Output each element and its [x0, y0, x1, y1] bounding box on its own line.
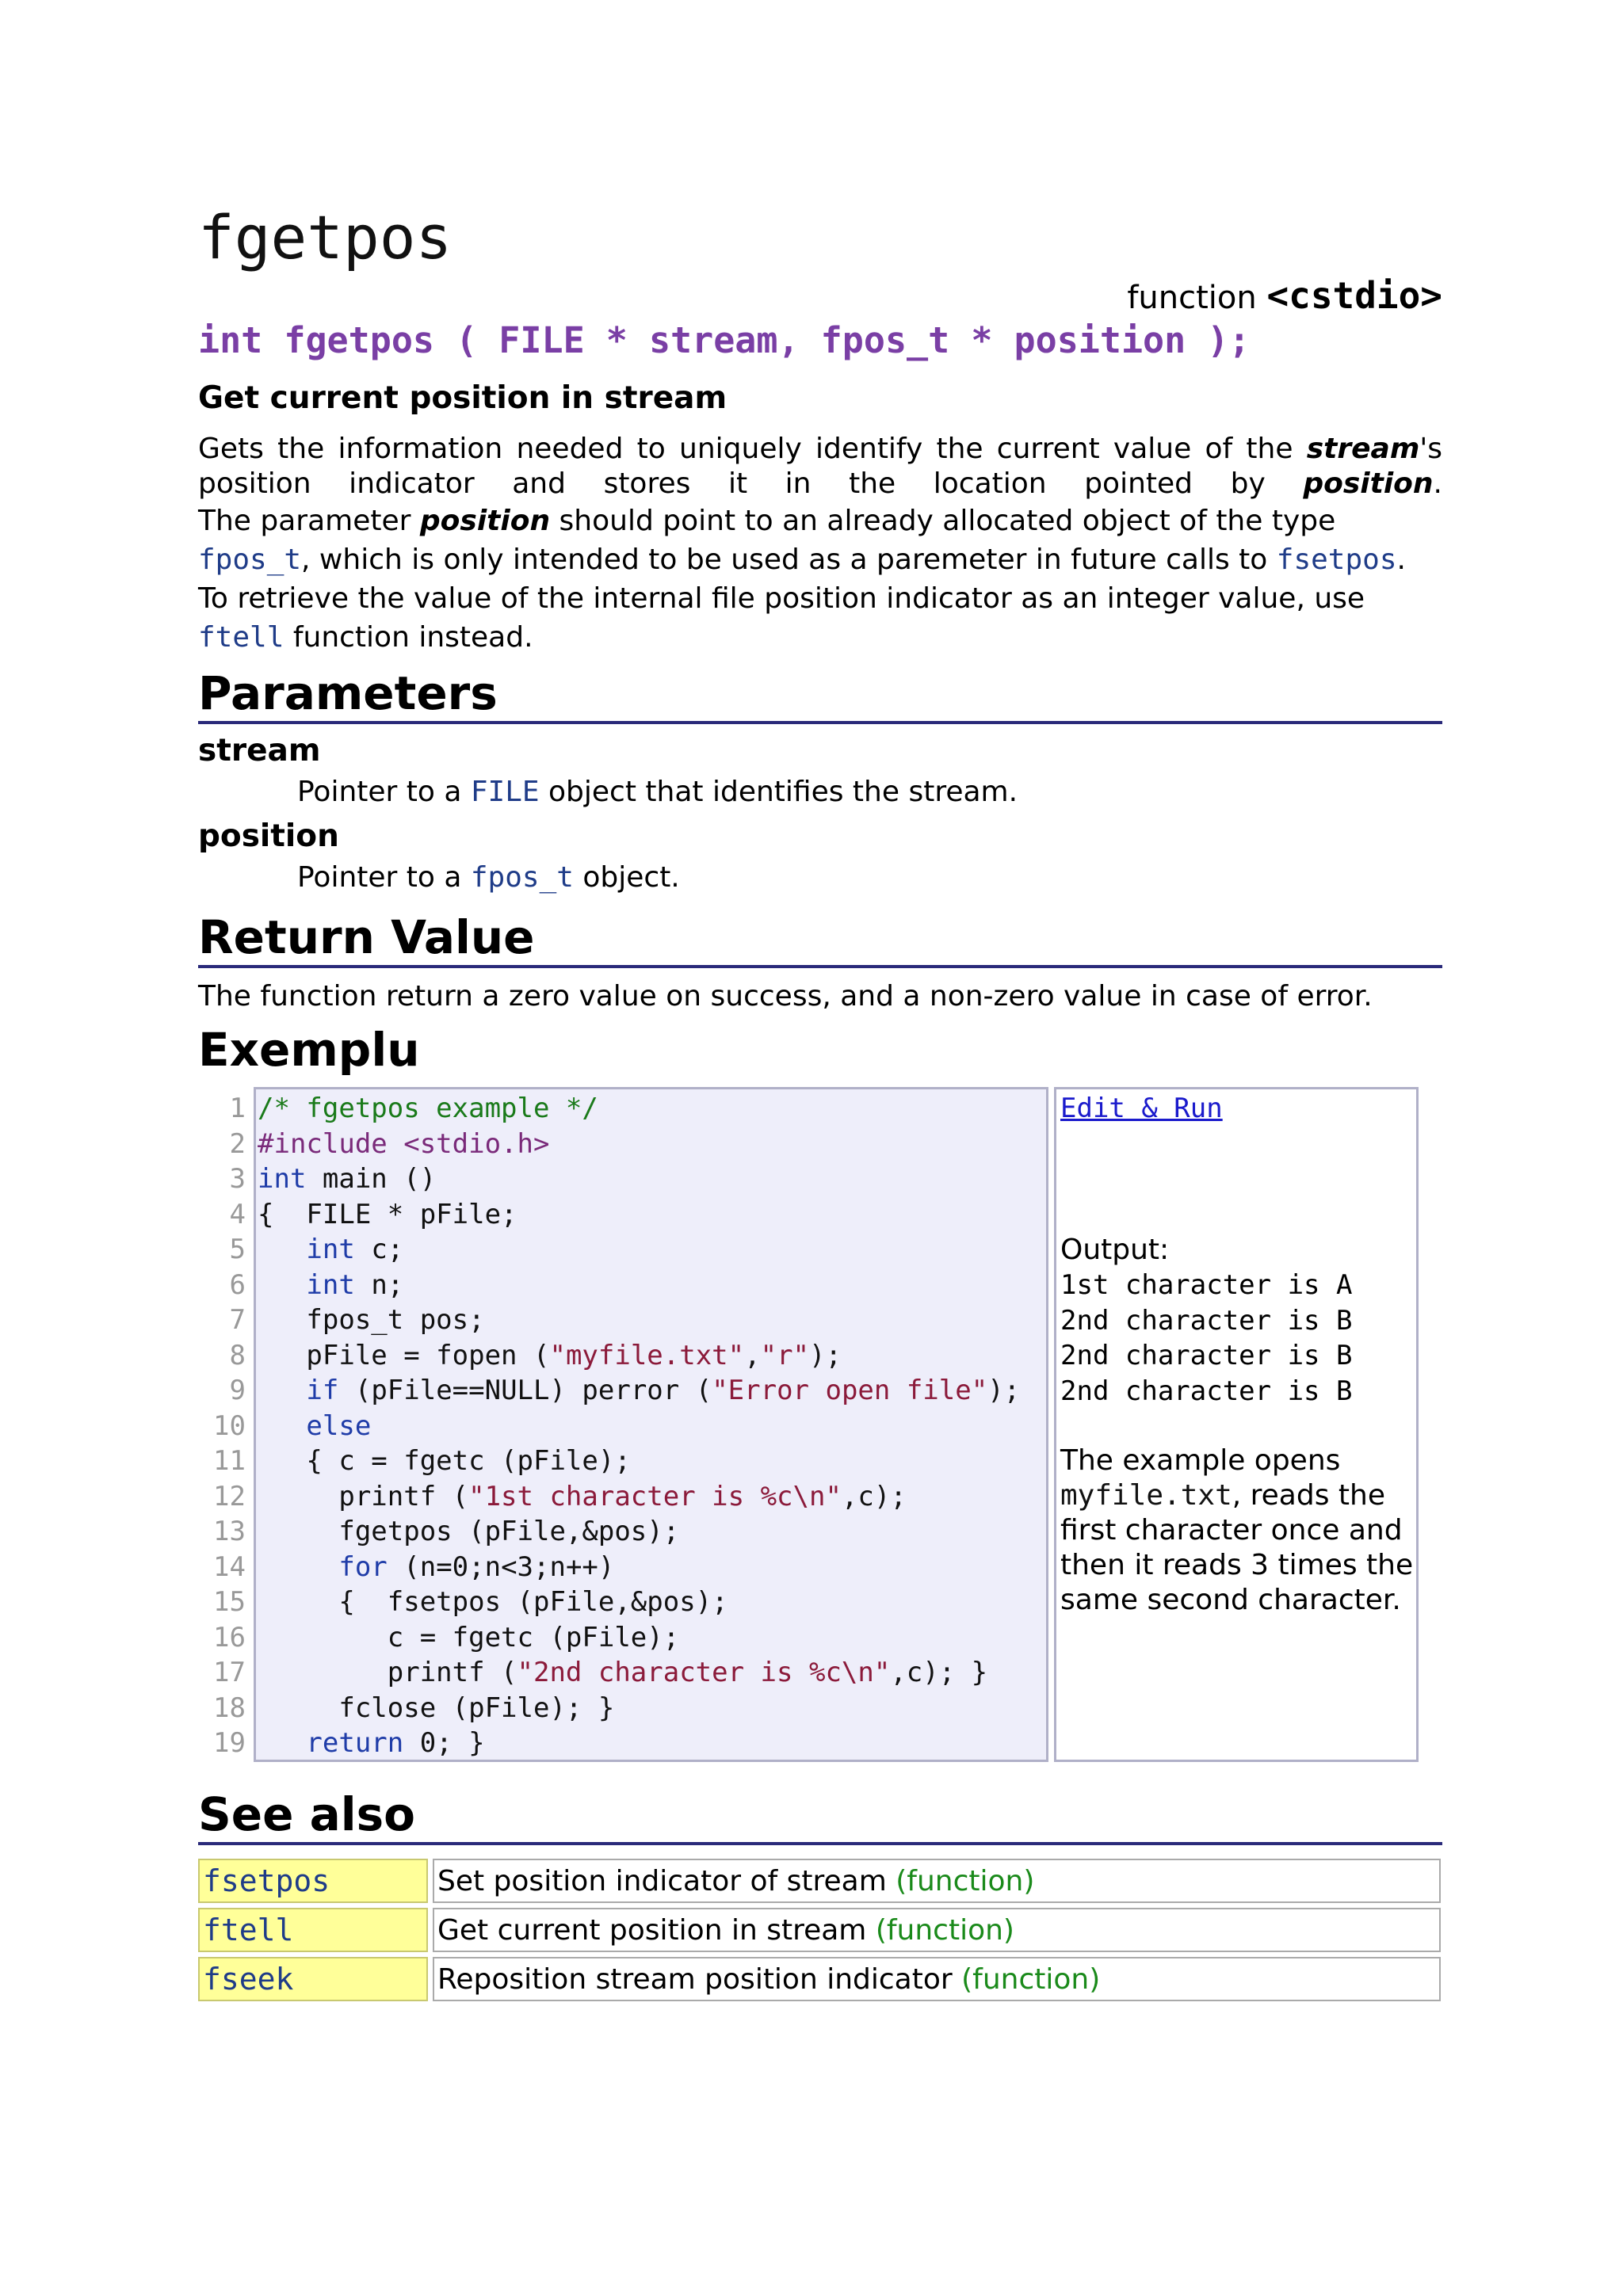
header-name: <cstdio>: [1266, 274, 1442, 317]
see-also-desc: Get current position in stream (function): [433, 1908, 1441, 1952]
code-line: else: [306, 1409, 372, 1442]
table-row: [198, 1908, 1441, 1952]
page-title: fgetpos: [198, 202, 453, 273]
code-line: fclose (pFile); }: [258, 1691, 615, 1724]
output-line: 2nd character is B: [1060, 1304, 1353, 1337]
function-prototype: int fgetpos ( FILE * stream, fpos_t * position );: [198, 319, 1251, 361]
description-line: The parameter position should point to an already allocated object of the type fpos_t, which is only intended to be used as a paremeter in future calls to fsetpos.: [198, 505, 1406, 576]
output-line: 2nd character is B: [1060, 1375, 1353, 1407]
line-numbers: 1 2 3 4 5 6 7 8 9 10 11 12 13 14 15 16 17 18 19: [213, 1093, 246, 1759]
example-note: The example opens myfile.txt, reads the first character once and then it reads 3 times the same second character.: [1060, 1444, 1414, 1616]
see-also-link-ftell[interactable]: ftell: [198, 1908, 428, 1952]
section-heading-see-also: See also: [198, 1787, 1442, 1845]
code-line: /* fgetpos example */: [258, 1093, 598, 1124]
output-panel: [1054, 1087, 1419, 1762]
output-label: Output:: [1060, 1234, 1170, 1266]
see-also-desc: Reposition stream position indicator (function): [433, 1957, 1441, 2001]
code-line: fpos_t pos;: [258, 1304, 485, 1336]
see-also-link-fsetpos[interactable]: fsetpos: [198, 1859, 428, 1903]
code-line: if (pFile==NULL) perror ("Error open file");: [306, 1375, 1021, 1406]
code-line: printf ("1st character is %c\n",c);: [258, 1480, 907, 1512]
section-heading-parameters: Parameters: [198, 666, 1442, 724]
table-row: [198, 1859, 1441, 1903]
code-line: int main (): [258, 1163, 437, 1195]
section-heading-return-value: Return Value: [198, 910, 1442, 968]
output-line: 1st character is A: [1060, 1269, 1353, 1301]
code-line: c = fgetc (pFile);: [258, 1621, 680, 1653]
param-desc-position: Pointer to a fpos_t object.: [297, 861, 680, 894]
description-line: To retrieve the value of the internal file position indicator as an integer value, use ftell function instead.: [198, 582, 1365, 654]
see-also-link-fseek[interactable]: fseek: [198, 1957, 428, 2001]
kind-label: function: [1127, 280, 1257, 316]
param-desc-stream: Pointer to a FILE object that identifies the stream.: [297, 776, 1018, 808]
output-lines: [1060, 1268, 1352, 1409]
code-line: { c = fgetc (pFile);: [258, 1445, 631, 1477]
description: [198, 432, 1442, 657]
code-line: { FILE * pFile;: [258, 1198, 517, 1230]
code-line: int c;: [306, 1234, 404, 1265]
code-line: pFile = fopen ("myfile.txt","r");: [258, 1339, 842, 1371]
output-line: 2nd character is B: [1060, 1340, 1353, 1371]
parameter-list: [198, 729, 1442, 898]
code-line: return 0; }: [306, 1727, 485, 1759]
see-also-table: [193, 1854, 1445, 2006]
code-line: { fsetpos (pFile,&pos);: [258, 1586, 728, 1618]
description-line: Gets the information needed to uniquely identify the current value of the stream's position indicator and stores it in the location pointed by position.: [198, 433, 1442, 500]
see-also-desc: Set position indicator of stream (function): [433, 1859, 1441, 1903]
table-row: [198, 1957, 1441, 2001]
code-line: printf ("2nd character is %c\n",c); }: [258, 1657, 988, 1688]
param-name-position: position: [198, 818, 339, 854]
function-kind: [1127, 273, 1442, 320]
edit-and-run-link[interactable]: Edit & Run: [1060, 1093, 1223, 1124]
param-name-stream: stream: [198, 733, 321, 769]
section-heading-example: Exemplu: [198, 1023, 420, 1077]
code-line: int n;: [306, 1268, 404, 1301]
code-line: #include <stdio.h>: [258, 1127, 550, 1160]
code-listing: [258, 1091, 1020, 1761]
code-line: for (n=0;n<3;n++): [338, 1550, 615, 1583]
code-line: fgetpos (pFile,&pos);: [258, 1516, 680, 1547]
return-value-text: The function return a zero value on success, and a non-zero value in case of error.: [198, 980, 1373, 1013]
function-summary: Get current position in stream: [198, 380, 727, 416]
